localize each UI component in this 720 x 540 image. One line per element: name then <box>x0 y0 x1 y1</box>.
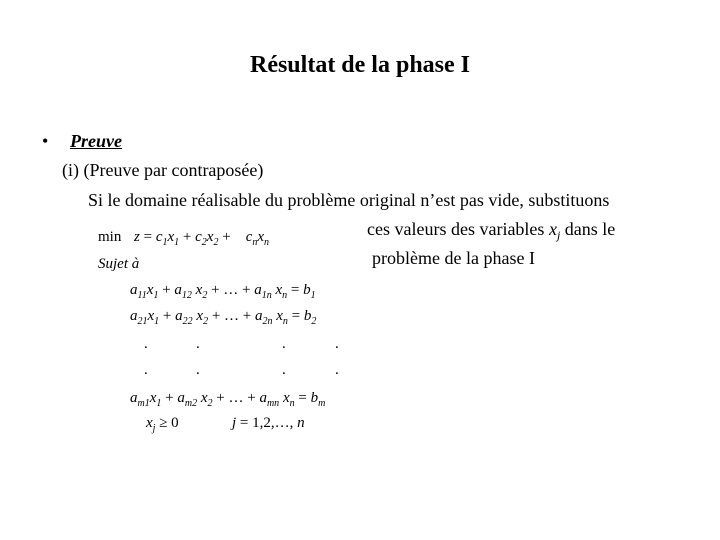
nonnegativity-constraint: $x_j \ge 0$ <box>146 415 179 434</box>
constraint-row-2: $a_{21}x_1 + a_{22}$ $x_2$ + … + $a_{2n}$ $x_n = b_2$ <box>130 308 317 327</box>
constraint-row-m: $a_{m1}x_1 + a_{m2}$ $x_2$ + … + $a_{mn}$ $x_n = b_m$ <box>130 390 326 409</box>
bullet-marker: • <box>42 131 49 151</box>
ellipsis-dot: . <box>282 362 286 378</box>
text-valeurs-prefix: ces valeurs des variables <box>367 219 545 239</box>
min-label: min <box>98 229 122 245</box>
index-range: j = 1,2,…, n <box>232 415 305 431</box>
ellipsis-dot: . <box>282 336 286 352</box>
preuve-heading: Preuve <box>70 131 122 151</box>
text-line-contraposee: (i) (Preuve par contraposée) <box>62 160 264 180</box>
variable-xj: $x_j$ <box>548 219 561 242</box>
constraint-row-1: $a_{11}x_1 + a_{12}$ $x_2$ + … + $a_{1n}$ $x_n = b_1$ <box>130 282 316 301</box>
text-line-domaine: Si le domaine réalisable du problème original n’est pas vide, substituons <box>88 190 610 210</box>
sujet-label: Sujet à <box>98 256 140 272</box>
text-line-probleme: problème de la phase I <box>372 248 535 268</box>
objective-formula: $z = c_1x_1 + c_2x_2$ + $c_nx_n$ <box>134 229 270 248</box>
ellipsis-dot: . <box>196 336 200 352</box>
ellipsis-dot: . <box>144 336 148 352</box>
slide-title: Résultat de la phase I <box>249 52 471 78</box>
ellipsis-dot: . <box>144 362 148 378</box>
text-line-valeurs <box>367 219 615 243</box>
ellipsis-dot: . <box>335 362 339 378</box>
ellipsis-dot: . <box>335 336 339 352</box>
ellipsis-dot: . <box>196 362 200 378</box>
text-valeurs-suffix: dans le <box>564 219 616 239</box>
